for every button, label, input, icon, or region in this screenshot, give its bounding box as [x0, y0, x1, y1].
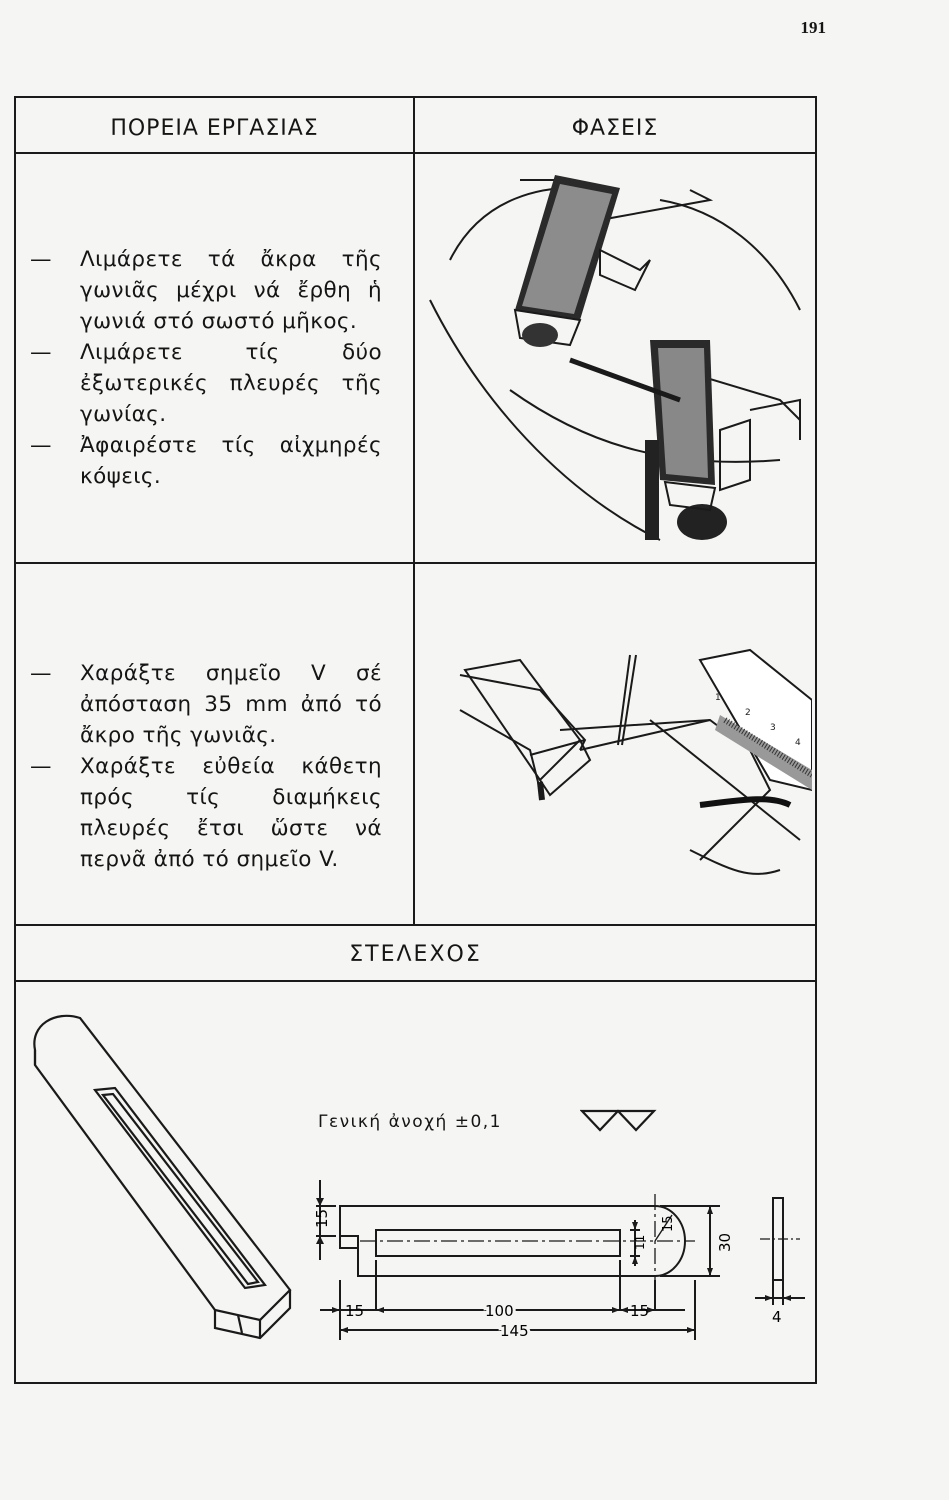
- dim-height-15: 15: [313, 1208, 331, 1228]
- part-title: ΣΤΕΛΕΧΟΣ: [349, 942, 482, 967]
- instruction-item: — Ἀφαιρέστε τίς αἰχμηρές κόψεις.: [30, 433, 382, 489]
- ruler-tick-label: 4: [795, 738, 801, 748]
- dim-left-15: 15: [345, 1302, 365, 1320]
- ruler-tick-label: 1: [715, 693, 721, 703]
- instruction-text: Λιμάρετε τίς δύο ἐξωτερικές πλευρές τῆς γωνίας.: [80, 340, 382, 427]
- ruler-tick-label: 3: [770, 723, 776, 733]
- steel-ruler: [700, 650, 812, 790]
- page-number: 191: [800, 18, 826, 37]
- scriber: [618, 655, 636, 745]
- dim-width-30: 30: [716, 1232, 734, 1252]
- dim-slot-11: 11: [633, 1234, 647, 1250]
- header-divider: [14, 152, 817, 154]
- upper-file: [515, 175, 620, 347]
- dim-right-15: 15: [630, 1302, 650, 1320]
- marking-illustration: [420, 570, 812, 920]
- ruler-tick-label: 2: [745, 708, 751, 718]
- instruction-item: — Χαράξτε εὐθεία κάθετη πρός τίς διαμήκεις πλευρές ἔτσι ὥστε νά περνᾶ ἀπό τό σημεῖο V.: [30, 754, 382, 872]
- column-divider: [413, 96, 415, 926]
- instruction-text: Χαράξτε εὐθεία κάθετη πρός τίς διαμήκεις πλευρές ἔτσι ὥστε νά περνᾶ ἀπό τό σημεῖο V.: [80, 754, 382, 872]
- row1-instructions: [30, 244, 382, 492]
- instruction-item: — Λιμάρετε τίς δύο ἐξωτερικές πλευρές τῆς γωνίας.: [30, 340, 382, 427]
- dim-thickness-4: 4: [772, 1308, 782, 1326]
- instruction-item: — Λιμάρετε τά ἄκρα τῆς γωνιᾶς μέχρι νά ἔρθη ἡ γωνιά στό σωστό μῆκος.: [30, 247, 382, 334]
- tolerance-note: Γενική ἀνοχή ±0,1: [318, 1112, 502, 1132]
- instruction-text: Χαράξτε σημεῖο V σέ ἀπόσταση 35 mm ἀπό τό ἄκρο τῆς γωνιᾶς.: [80, 661, 382, 748]
- instruction-text: Ἀφαιρέστε τίς αἰχμηρές κόψεις.: [80, 433, 382, 489]
- dim-total-145: 145: [500, 1322, 529, 1340]
- row-divider-2: [14, 924, 817, 926]
- workpiece-bar: [465, 660, 590, 800]
- header-procedure: ΠΟΡΕΙΑ ΕΡΓΑΣΙΑΣ: [110, 116, 319, 141]
- lower-file: [645, 340, 727, 540]
- part-title-divider: [14, 980, 817, 982]
- row2-instructions: [30, 658, 382, 875]
- instruction-text: Λιμάρετε τά ἄκρα τῆς γωνιᾶς μέχρι νά ἔρθη ἡ γωνιά στό σωστό μῆκος.: [80, 247, 382, 334]
- dim-radius-15: 15: [661, 1215, 676, 1232]
- angle-workpiece: [600, 250, 650, 290]
- part-isometric-view: [20, 990, 310, 1360]
- surface-finish-symbol: [580, 1108, 660, 1138]
- part-orthographic-drawing: [300, 1180, 820, 1350]
- filing-illustration: [420, 160, 812, 556]
- dim-slot-length-100: 100: [485, 1302, 514, 1320]
- header-phases: ΦΑΣΕΙΣ: [571, 116, 659, 141]
- row-divider-1: [14, 562, 817, 564]
- instruction-item: — Χαράξτε σημεῖο V σέ ἀπόσταση 35 mm ἀπό τό ἄκρο τῆς γωνιᾶς.: [30, 661, 382, 748]
